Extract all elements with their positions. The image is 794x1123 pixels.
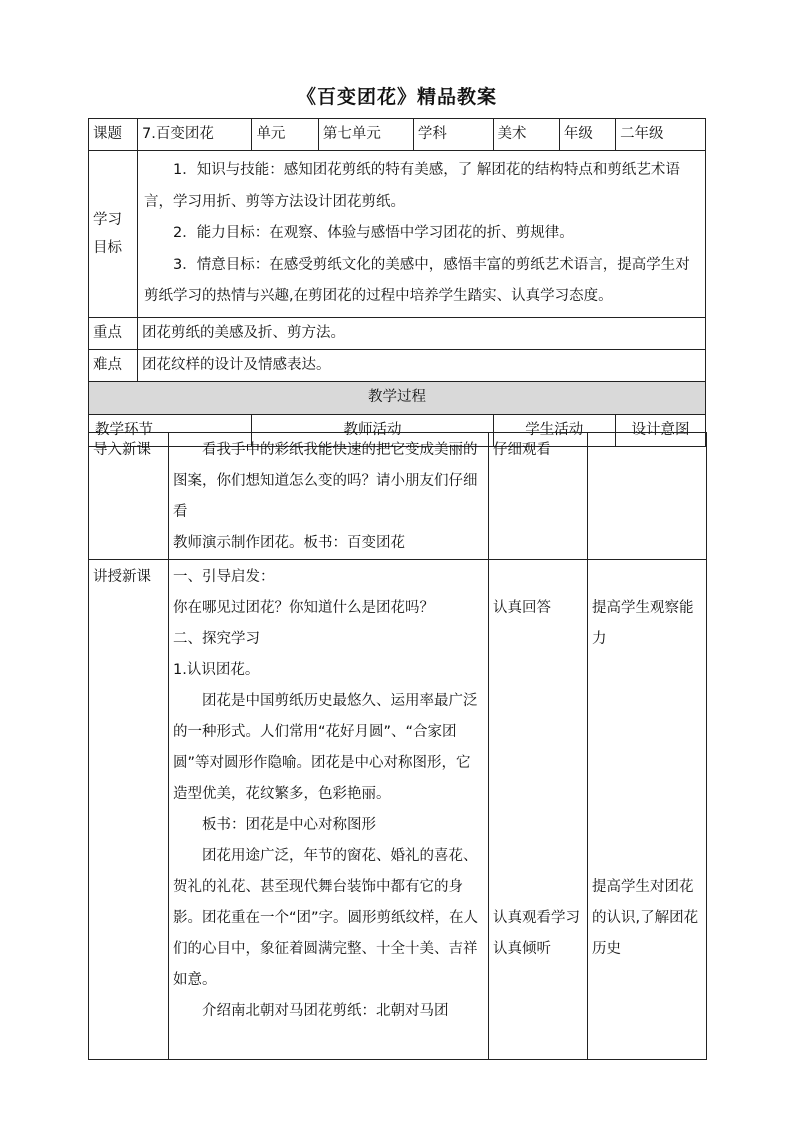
intro-stage: 导入新课 (89, 433, 169, 560)
key-point-row (89, 317, 706, 349)
col-student: 学生活动 (493, 414, 616, 446)
unit-value: 第七单元 (318, 119, 413, 151)
process-table (88, 432, 707, 1060)
info-row (89, 119, 706, 151)
lecture-teacher (169, 560, 489, 1060)
unit-label: 单元 (252, 119, 318, 151)
goal-item: 1．知识与技能：感知团花剪纸的特有美感，了 解团花的结构特点和剪纸艺术语言，学习用折、剪等方法设计团花剪纸。 (144, 162, 680, 210)
difficulty-text: 团花纹样的设计及情感表达。 (138, 349, 706, 381)
col-stage: 教学环节 (89, 414, 252, 446)
teacher-paragraph: 教师演示制作团花。板书：百变团花 (173, 535, 405, 551)
subject-label: 学科 (413, 119, 493, 151)
lesson-value: 7.百变团花 (138, 119, 252, 151)
goals-row (89, 151, 706, 318)
grade-value: 二年级 (616, 119, 706, 151)
teacher-paragraph: 一、引导启发： (173, 569, 275, 585)
teacher-paragraph: 二、探究学习 (173, 631, 260, 647)
lecture-student (489, 560, 588, 1060)
teacher-paragraph: 介绍南北朝对马团花剪纸：北朝对马团 (202, 1003, 449, 1019)
difficulty-row (89, 349, 706, 381)
intro-teacher (169, 433, 489, 560)
document-title: 《百变团花》精品教案 (296, 86, 497, 108)
lecture-intent (588, 560, 707, 1060)
design-intent: 提高学生对团花的认识,了解团花历史 (592, 879, 699, 957)
lesson-label: 课题 (89, 119, 138, 151)
teacher-paragraph: 团花用途广泛，年节的窗花、婚礼的喜花、贺礼的礼花、甚至现代舞台装饰中都有它的身影。团花重在一个“团”字。圆形剪纸纹样，在人们的心目中，象征着圆满完整、十全十美、吉祥如意。 (173, 848, 479, 988)
intro-row (89, 433, 707, 560)
student-activity: 认真倾听 (493, 941, 551, 957)
student-activity: 认真观看学习 (493, 910, 580, 926)
subject-value: 美术 (493, 119, 559, 151)
lesson-plan-table (88, 118, 706, 447)
goals-label: 学习 目标 (89, 151, 138, 318)
teacher-paragraph: 1.认识团花。 (173, 662, 260, 678)
lecture-stage: 讲授新课 (89, 560, 169, 1060)
col-intent: 设计意图 (616, 414, 706, 446)
grade-label: 年级 (559, 119, 615, 151)
difficulty-label: 难点 (89, 349, 138, 381)
col-teacher: 教师活动 (252, 414, 493, 446)
design-intent: 提高学生观察能力 (592, 600, 694, 647)
key-point-text: 团花剪纸的美感及折、剪方法。 (138, 317, 706, 349)
intro-intent (588, 433, 707, 560)
process-header: 教学过程 (89, 381, 706, 414)
key-point-label: 重点 (89, 317, 138, 349)
goal-item: 2．能力目标：在观察、体验与感悟中学习团花的折、剪规律。 (173, 225, 574, 241)
teacher-paragraph: 你在哪见过团花？你知道什么是团花吗？ (173, 600, 434, 616)
process-header-row (89, 381, 706, 414)
student-activity: 认真回答 (493, 600, 551, 616)
lecture-row (89, 560, 707, 1060)
intro-student: 仔细观看 (489, 433, 588, 560)
goal-item: 3．情意目标：在感受剪纸文化的美感中，感悟丰富的剪纸艺术语言，提高学生对剪纸学习的热情与兴趣,在剪团花的过程中培养学生踏实、认真学习态度。 (144, 256, 690, 304)
goals-content (138, 151, 706, 318)
teacher-paragraph: 团花是中国剪纸历史最悠久、运用率最广泛的一种形式。人们常用“花好月圆”、“合家团圆”等对圆形作隐喻。团花是中心对称图形，它造型优美，花纹繁多，色彩艳丽。 (173, 693, 478, 802)
teacher-paragraph: 板书：团花是中心对称图形 (202, 817, 376, 833)
teacher-paragraph: 看我手中的彩纸我能快速的把它变成美丽的图案，你们想知道怎么变的吗？请小朋友们仔细看 (173, 442, 478, 520)
